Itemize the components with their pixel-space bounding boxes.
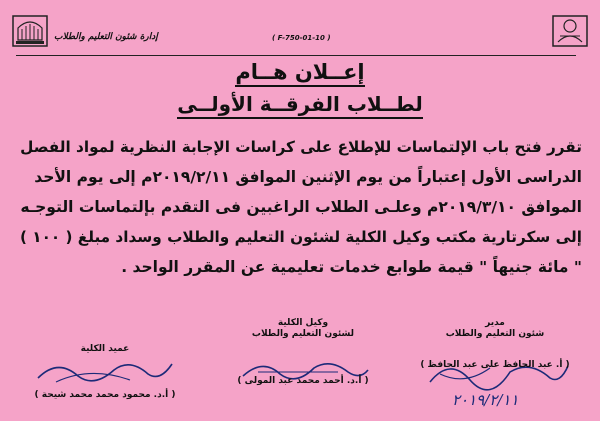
announcement-title: إعــلان هــام — [0, 60, 600, 84]
signature-vice-dean — [218, 318, 388, 418]
body-line: الدراسى الأول إعتباراً من يوم الإثنين الموافق ٢٠١٩/٢/١١م إلى يوم الأحد — [34, 168, 582, 186]
signature-role: عميد الكلية — [80, 344, 130, 354]
form-code: ( F-750-01-10 ) — [272, 34, 331, 42]
handwritten-date: ٢٠١٩/٢/١١ — [452, 391, 519, 409]
signature-name: ( أ. عبد الحافظ على عبد الحافظ ) — [420, 360, 570, 370]
body-line: الموافق ٢٠١٩/٣/١٠م وعلـى الطلاب الراغبين فى التقدم بإلتماسات التوجـه — [20, 198, 582, 216]
body-line: إلى سكرتارية مكتب وكيل الكلية لشئون التعليم والطلاب وسداد مبلغ ( ١٠٠ ) — [20, 228, 582, 246]
faculty-logo-icon — [550, 10, 590, 50]
letterhead — [10, 6, 590, 58]
signature-role: وكيل الكلية — [277, 318, 329, 328]
handwritten-signature-icon — [20, 352, 190, 392]
announcement-body — [16, 132, 582, 282]
body-line: تقرر فتح باب الإلتماسات للإطلاع على كراسات الإجابة النظرية لمواد الفصل — [20, 138, 582, 156]
signature-name: ( أ.د. محمود محمد محمد شيحة ) — [34, 390, 176, 400]
signature-role: شئون التعليم والطلاب — [445, 329, 545, 339]
body-line: " مائة جنيهاً " قيمة طوابع خدمات تعليمية عن المقرر الواحد . — [121, 258, 582, 276]
signature-name: ( أ.د. أحمد محمد عبد المولى ) — [237, 376, 369, 386]
university-logo-icon — [10, 10, 50, 50]
signature-dean — [20, 318, 190, 418]
department-name: إدارة شئون التعليم والطلاب — [54, 32, 158, 42]
header-divider — [16, 55, 576, 56]
signature-role: لشئون التعليم والطلاب — [251, 329, 355, 339]
announcement-subtitle: لطــلاب الفرقــة الأولــى — [0, 92, 600, 116]
handwritten-signature-icon — [410, 352, 580, 392]
signature-role: مدير — [485, 318, 505, 328]
